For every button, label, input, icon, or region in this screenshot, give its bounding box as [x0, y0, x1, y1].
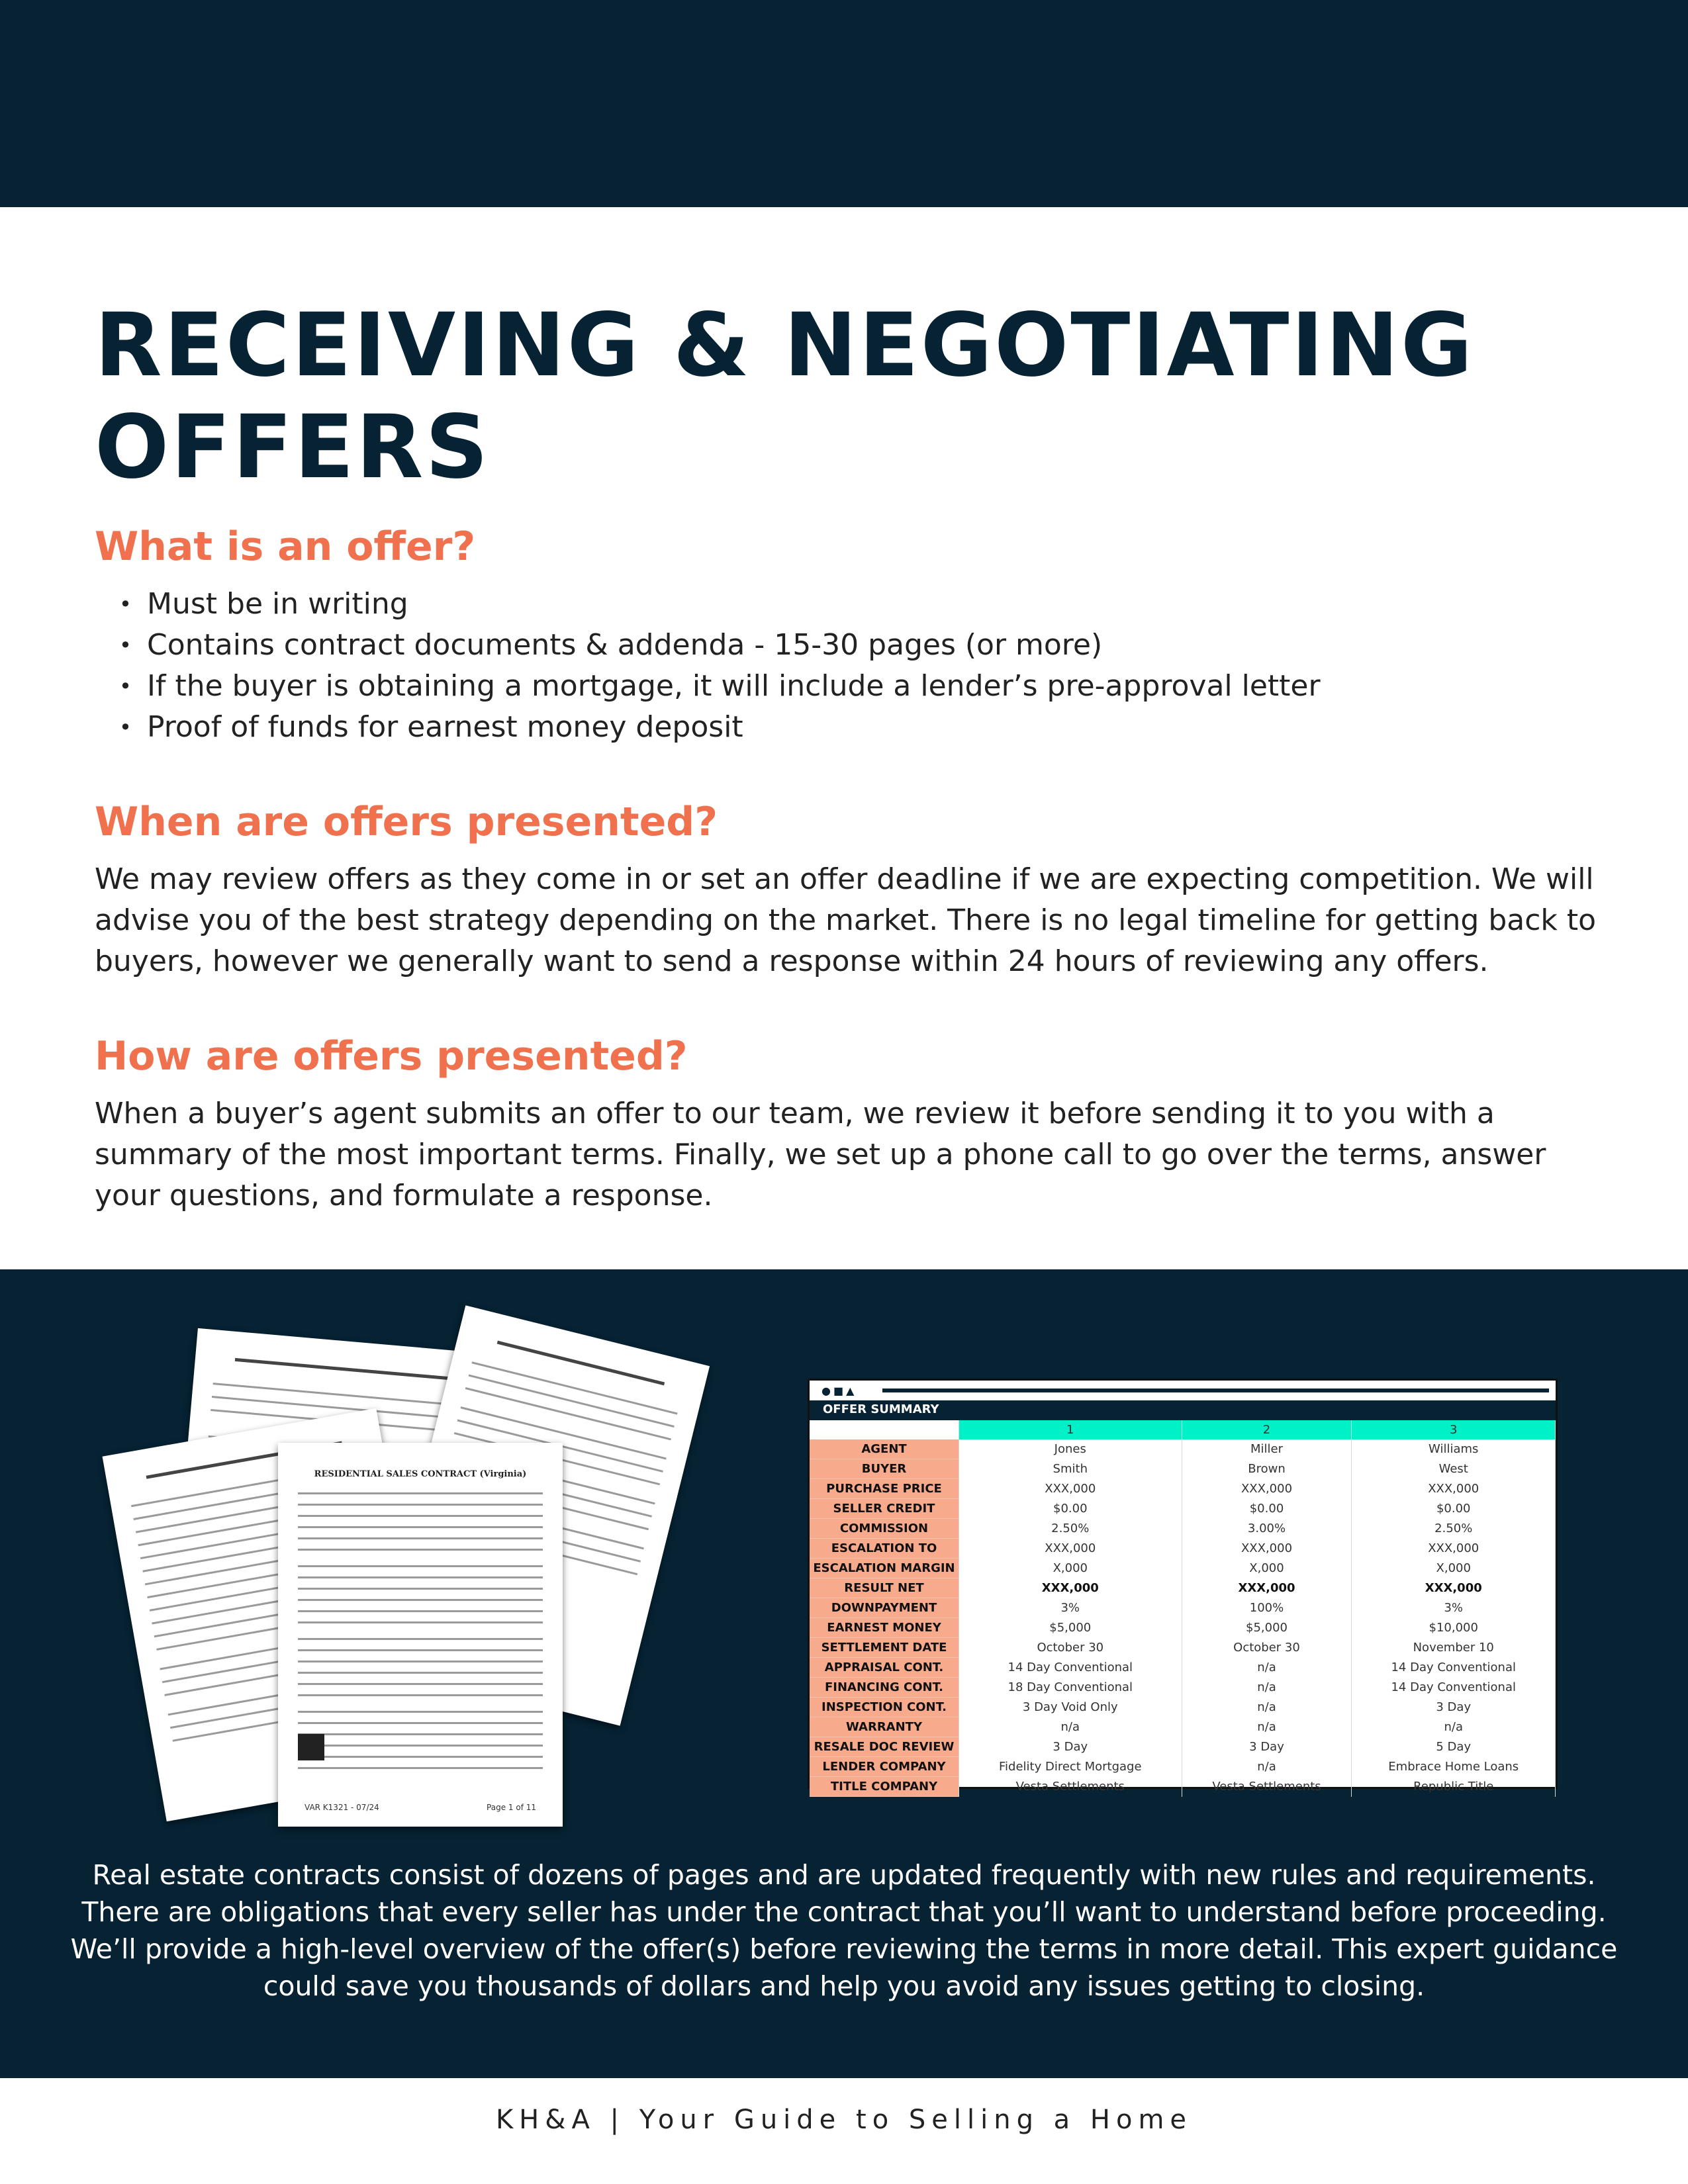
page-footer: KH&A | Your Guide to Selling a Home [495, 2105, 1193, 2135]
list-item: • Must be in writing [119, 584, 1321, 625]
table-row: LENDER COMPANY Fidelity Direct Mortgage n/a Embrace Home Loans [810, 1757, 1556, 1777]
table-row: INSPECTION CONT. 3 Day Void Only n/a 3 Day [810, 1698, 1556, 1717]
realtor-logo-icon [298, 1734, 324, 1760]
offer-summary-header: OFFER SUMMARY [823, 1402, 939, 1416]
contract-page-front [278, 1443, 563, 1827]
contract-title: RESIDENTIAL SALES CONTRACT (Virginia) [314, 1469, 527, 1479]
table-row: RESALE DOC REVIEW 3 Day 3 Day 5 Day [810, 1737, 1556, 1757]
list-item: • Proof of funds for earnest money deposit [119, 707, 1321, 748]
table-row: DOWNPAYMENT 3% 100% 3% [810, 1598, 1556, 1618]
contract-documents-image [126, 1330, 682, 1833]
list-item: • Contains contract documents & addenda - 15-30 pages (or more) [119, 625, 1321, 666]
column-header: 2 [1182, 1420, 1352, 1439]
table-row: SETTLEMENT DATE October 30 October 30 November 10 [810, 1638, 1556, 1658]
column-header: 3 [1352, 1420, 1556, 1439]
contract-guidance-text: Real estate contracts consist of dozens of pages and are updated frequently with new rules and requirements. There are obligations that every seller has under the contract that you’ll want to understand before proceeding. We’ll provide a high-level overview of the offer(s) before reviewing the terms in more detail. This expert guidance could save you thousands of dollars and help you avoid any issues getting to closing. [70, 1859, 1618, 2002]
section-heading-how: How are offers presented? [95, 1033, 688, 1079]
section-heading-what: What is an offer? [95, 523, 476, 570]
page-title: RECEIVING & NEGOTIATING OFFERS [95, 295, 1475, 498]
table-row: APPRAISAL CONT. 14 Day Conventional n/a 14 Day Conventional [810, 1658, 1556, 1678]
table-row: PURCHASE PRICE XXX,000 XXX,000 XXX,000 [810, 1479, 1556, 1499]
table-row: RESULT NET XXX,000 XXX,000 XXX,000 [810, 1578, 1556, 1598]
offer-bullet-list [119, 584, 1321, 748]
table-row: ESCALATION TO XXX,000 XXX,000 XXX,000 [810, 1539, 1556, 1559]
table-row: EARNEST MONEY $5,000 $5,000 $10,000 [810, 1618, 1556, 1638]
section-body-when: We may review offers as they come in or set an offer deadline if we are expecting competition. We will advise you of the best strategy depending on the market. There is no legal timeline for getting back to buyers, however we generally want to send a response within 24 hours of reviewing any offers. [95, 862, 1597, 978]
table-row: AGENT Jones Miller Williams [810, 1439, 1556, 1459]
contract-footer-left: VAR K1321 - 07/24 [305, 1803, 379, 1812]
contract-footer-right: Page 1 of 11 [487, 1803, 536, 1812]
table-row: BUYER Smith Brown West [810, 1459, 1556, 1479]
offer-summary-table-image [808, 1379, 1558, 1794]
table-row: FINANCING CONT. 18 Day Conventional n/a 14 Day Conventional [810, 1678, 1556, 1698]
window-controls-icon: ●■▲ [821, 1385, 857, 1397]
table-row: ESCALATION MARGIN X,000 X,000 X,000 [810, 1559, 1556, 1578]
list-item: • If the buyer is obtaining a mortgage, it will include a lender’s pre-approval letter [119, 666, 1321, 707]
table-row: SELLER CREDIT $0.00 $0.00 $0.00 [810, 1499, 1556, 1519]
section-body-how: When a buyer’s agent submits an offer to our team, we review it before sending it to you with a summary of the most important terms. Finally, we set up a phone call to go over the terms, answer your questions, and formulate a response. [95, 1097, 1546, 1212]
table-row: COMMISSION 2.50% 3.00% 2.50% [810, 1519, 1556, 1539]
column-header: 1 [959, 1420, 1182, 1439]
section-heading-when: When are offers presented? [95, 799, 718, 845]
top-banner [0, 0, 1688, 207]
offer-summary-table [810, 1420, 1556, 1797]
table-row: WARRANTY n/a n/a n/a [810, 1717, 1556, 1737]
table-row: TITLE COMPANY Vesta Settlements Vesta Settlements Republic Title [810, 1777, 1556, 1797]
